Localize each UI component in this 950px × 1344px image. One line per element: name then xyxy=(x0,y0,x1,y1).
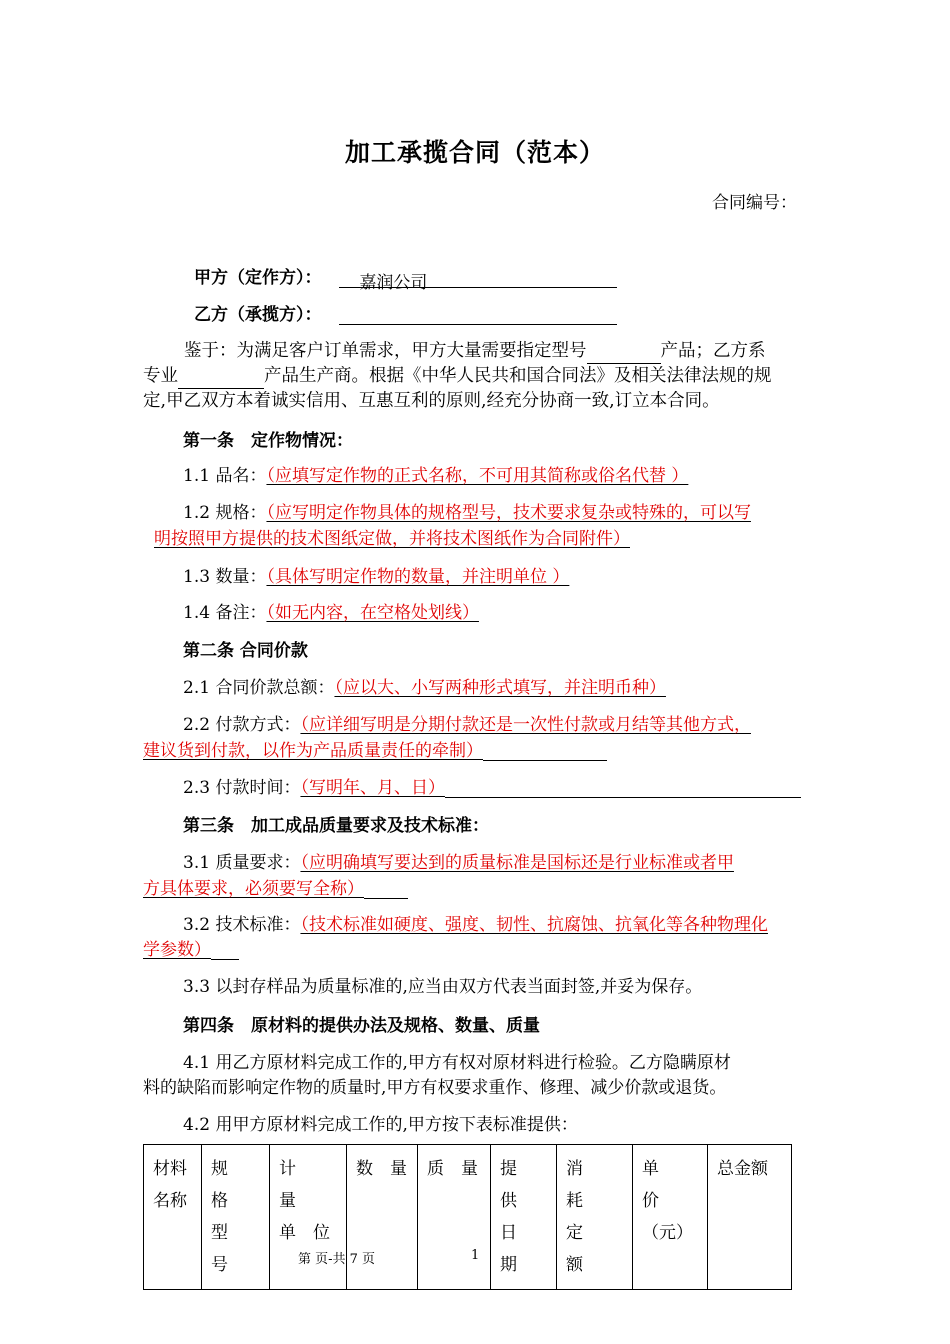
item-guidance: （如无内容，在空格处划线） xyxy=(266,603,479,623)
item-4-2: 4.2 用甲方原材料完成工作的,甲方按下表标准提供： xyxy=(183,1115,578,1135)
item-label: 2.2 付款方式： xyxy=(183,715,301,735)
item-4-1-cont: 料的缺陷而影响定作物的质量时,甲方有权要求重作、修理、减少价款或退货。 xyxy=(143,1078,727,1098)
payment-date-blank[interactable] xyxy=(445,777,801,798)
item-label: 2.1 合同价款总额： xyxy=(183,678,335,698)
header-line: 数 量 xyxy=(356,1159,407,1179)
party-a-value: 嘉润公司 xyxy=(359,273,428,293)
item-guidance: （技术标准如硬度、强度、韧性、抗腐蚀、抗氧化等各种物理化 xyxy=(300,915,768,935)
item-1-1 xyxy=(183,461,688,486)
table-header-cell xyxy=(633,1145,708,1290)
page-number: 1 xyxy=(471,1248,480,1263)
item-2-3 xyxy=(183,773,801,798)
article-1-heading: 第一条 定作物情况： xyxy=(183,431,353,451)
item-guidance: 学参数） xyxy=(143,940,211,960)
item-label: 1.4 备注： xyxy=(183,603,267,623)
item-2-1 xyxy=(183,673,666,698)
table-header-cell xyxy=(347,1145,418,1290)
item-guidance: （应填写定作物的正式名称，不可用其简称或俗名代替 ） xyxy=(266,466,689,486)
header-line: 单 价 xyxy=(642,1159,693,1211)
party-b-row xyxy=(194,300,617,325)
item-4-1: 4.1 用乙方原材料完成工作的,甲方有权对原材料进行检验。乙方隐瞒原材 xyxy=(183,1053,731,1073)
header-line: 规 格 xyxy=(211,1159,245,1211)
item-guidance: （写明年、月、日） xyxy=(300,778,445,798)
header-line: 日 期 xyxy=(500,1223,534,1275)
article-2-heading: 第二条 合同价款 xyxy=(183,641,308,661)
table-header-cell xyxy=(202,1145,270,1290)
header-line: 材料 xyxy=(153,1159,187,1179)
item-3-2-cont xyxy=(143,935,239,960)
intro-text: 产品生产商。根据《中华人民共和国合同法》及相关法律法规的规 xyxy=(264,366,772,386)
item-label: 3.2 技术标准： xyxy=(183,915,301,935)
header-line: 提 供 xyxy=(500,1159,534,1211)
table-header-row xyxy=(144,1145,792,1290)
intro-line-2 xyxy=(143,363,772,389)
header-line: 消 耗 xyxy=(566,1159,617,1211)
item-3-1-cont xyxy=(143,874,408,899)
contract-number-label: 合同编号： xyxy=(712,193,797,213)
header-line: 型 号 xyxy=(211,1223,245,1275)
item-label: 1.3 数量： xyxy=(183,567,267,587)
intro-line-3: 定,甲乙双方本着诚实信用、互惠互利的原则,经充分协商一致,订立本合同。 xyxy=(143,391,720,411)
item-label: 3.1 质量要求： xyxy=(183,853,301,873)
tech-blank[interactable] xyxy=(211,939,239,960)
materials-table xyxy=(143,1144,792,1290)
party-a-label: 甲方（定作方）： xyxy=(194,268,322,288)
quality-blank[interactable] xyxy=(364,878,408,899)
document-title: 加工承揽合同（范本） xyxy=(344,138,605,167)
payment-blank[interactable] xyxy=(483,740,607,761)
article-4-heading: 第四条 原材料的提供办法及规格、数量、质量 xyxy=(183,1016,540,1036)
item-1-3 xyxy=(183,562,569,587)
table-header-cell xyxy=(418,1145,491,1290)
item-label: 2.3 付款时间： xyxy=(183,778,301,798)
item-label: 1.1 品名： xyxy=(183,466,267,486)
item-guidance: （应明确填写要达到的质量标准是国标还是行业标准或者甲 xyxy=(300,853,734,873)
item-3-2 xyxy=(183,910,768,935)
page-footer-text: 第 页-共 7 页 xyxy=(298,1252,376,1267)
intro-line-1 xyxy=(184,338,766,364)
item-1-4 xyxy=(183,598,479,623)
party-b-field[interactable] xyxy=(339,304,617,325)
header-line: 定 额 xyxy=(566,1223,617,1275)
item-guidance: 方具体要求，必须要写全称） xyxy=(143,879,364,899)
header-line: 总金额 xyxy=(717,1159,768,1179)
intro-text: 鉴于：为满足客户订单需求，甲方大量需要指定型号 xyxy=(184,341,587,361)
item-guidance: 建议货到付款，以作为产品质量责任的牵制） xyxy=(143,741,483,761)
party-b-label: 乙方（承揽方）： xyxy=(194,305,322,325)
item-label: 1.2 规格： xyxy=(183,503,267,523)
party-a-field[interactable] xyxy=(339,268,617,293)
item-3-1 xyxy=(183,848,734,873)
table-header-cell xyxy=(557,1145,633,1290)
table-header-cell xyxy=(491,1145,557,1290)
header-line: 质 量 xyxy=(427,1159,478,1179)
table-header-cell xyxy=(270,1145,347,1290)
item-1-2 xyxy=(183,498,751,523)
model-blank[interactable] xyxy=(587,343,661,364)
item-guidance: （应详细写明是分期付款还是一次性付款或月结等其他方式， xyxy=(300,715,751,735)
item-2-2-cont xyxy=(143,736,607,761)
intro-text: 专业 xyxy=(143,366,178,386)
header-line: 名称 xyxy=(153,1191,187,1211)
table-header-cell xyxy=(708,1145,792,1290)
party-a-row xyxy=(194,263,617,293)
intro-text: 产品；乙方系 xyxy=(660,341,766,361)
item-guidance: （应写明定作物具体的规格型号，技术要求复杂或特殊的，可以写 xyxy=(266,503,751,523)
item-1-2-cont xyxy=(154,524,630,549)
table-header-cell xyxy=(144,1145,202,1290)
item-2-2 xyxy=(183,710,751,735)
item-3-3: 3.3 以封存样品为质量标准的,应当由双方代表当面封签,并妥为保存。 xyxy=(183,977,703,997)
article-3-heading: 第三条 加工成品质量要求及技术标准： xyxy=(183,816,489,836)
product-blank[interactable] xyxy=(178,368,264,389)
item-guidance: （具体写明定作物的数量，并注明单位 ） xyxy=(266,567,570,587)
header-line: （元） xyxy=(642,1223,693,1243)
header-line: 计 量 xyxy=(279,1159,330,1211)
item-guidance: （应以大、小写两种形式填写，并注明币种） xyxy=(334,678,666,698)
header-line: 单 位 xyxy=(279,1223,330,1243)
item-guidance: 明按照甲方提供的技术图纸定做，并将技术图纸作为合同附件） xyxy=(154,529,630,549)
